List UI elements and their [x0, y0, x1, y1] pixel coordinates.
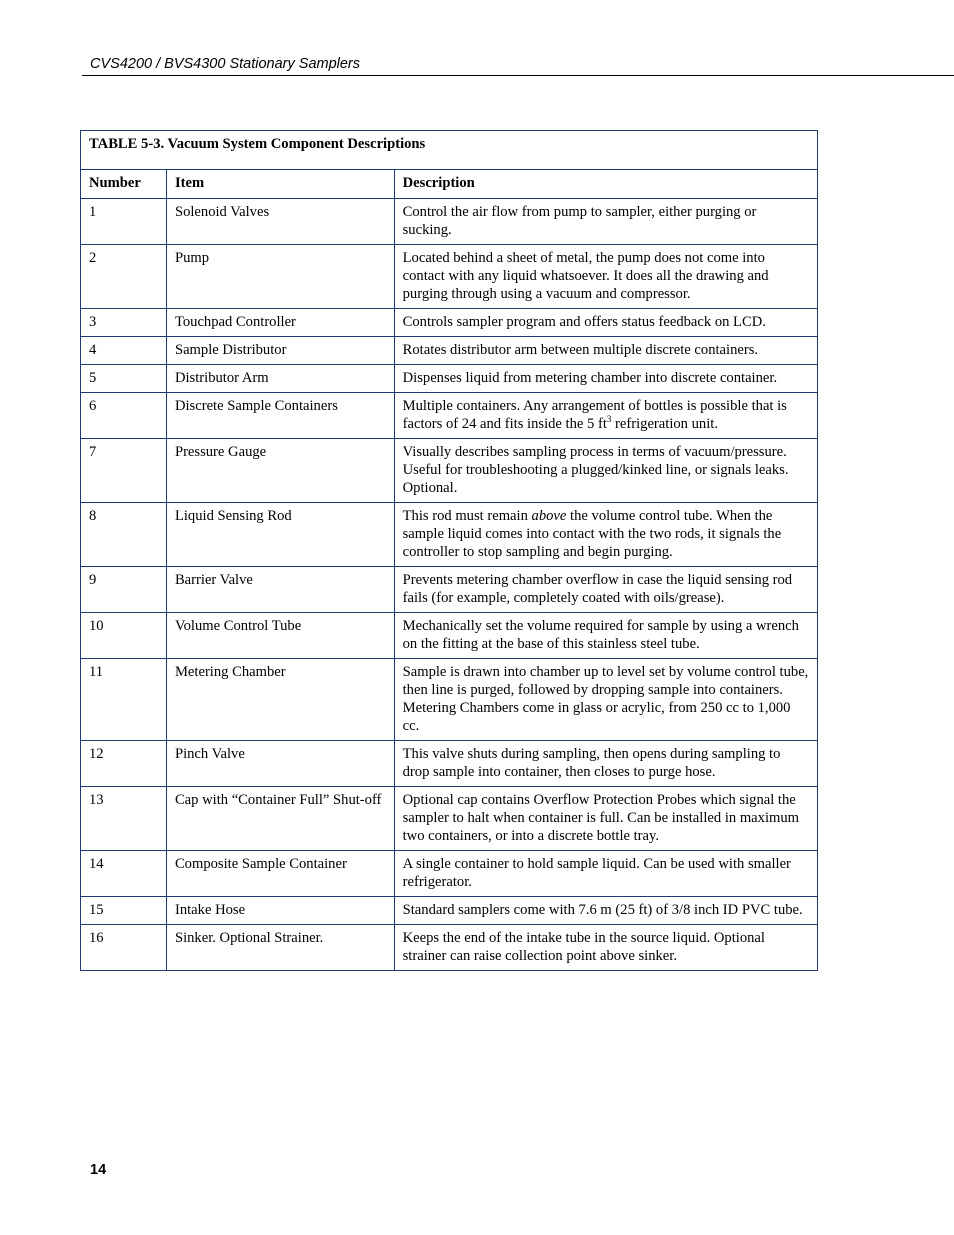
table-row	[81, 503, 818, 567]
column-header-number: Number	[81, 170, 167, 199]
row-description: Standard samplers come with 7.6 m (25 ft) of 3/8 inch ID PVC tube.	[394, 897, 817, 925]
row-description: Located behind a sheet of metal, the pump does not come into contact with any liquid whatsoever. It does all the drawing and purging through using a vacuum and compressor.	[394, 245, 817, 309]
running-header-title: CVS4200 / BVS4300 Stationary Samplers	[90, 56, 361, 72]
row-number: 16	[81, 925, 167, 971]
table-row	[81, 439, 818, 503]
row-description: Visually describes sampling process in terms of vacuum/pressure. Useful for troubleshooting a plugged/kinked line, or signals leaks. Optional.	[394, 439, 817, 503]
column-header-description: Description	[394, 170, 817, 199]
row-item: Solenoid Valves	[166, 199, 394, 245]
table-row	[81, 337, 818, 365]
row-item: Pinch Valve	[166, 741, 394, 787]
table-caption-row	[81, 131, 818, 170]
row-item: Sinker. Optional Strainer.	[166, 925, 394, 971]
row-item: Discrete Sample Containers	[166, 393, 394, 439]
row-description: Sample is drawn into chamber up to level set by volume control tube, then line is purged, followed by dropping sample into containers. Metering Chambers come in glass or acrylic, from 250 cc to 1,000 cc.	[394, 659, 817, 741]
row-item: Distributor Arm	[166, 365, 394, 393]
row-description: Dispenses liquid from metering chamber into discrete container.	[394, 365, 817, 393]
row-number: 15	[81, 897, 167, 925]
cubic-superscript: 3	[606, 414, 612, 425]
row-number: 2	[81, 245, 167, 309]
emphasis-text: above	[531, 508, 567, 524]
description-text: refrigeration unit.	[611, 416, 718, 432]
row-item: Touchpad Controller	[166, 309, 394, 337]
row-item: Intake Hose	[166, 897, 394, 925]
header-rule	[82, 75, 954, 76]
table-row	[81, 787, 818, 851]
row-description: Controls sampler program and offers status feedback on LCD.	[394, 309, 817, 337]
table-row	[81, 925, 818, 971]
row-number: 9	[81, 567, 167, 613]
row-number: 4	[81, 337, 167, 365]
row-number: 14	[81, 851, 167, 897]
row-item: Composite Sample Container	[166, 851, 394, 897]
table-row	[81, 613, 818, 659]
table-row	[81, 245, 818, 309]
row-description	[394, 503, 817, 567]
table-row	[81, 199, 818, 245]
table-caption: TABLE 5-3. Vacuum System Component Descriptions	[81, 131, 818, 170]
description-text: This rod must remain	[402, 508, 532, 524]
row-description	[394, 393, 817, 439]
row-item: Barrier Valve	[166, 567, 394, 613]
description-text: the volume control tube. When the sample liquid comes into contact with the two rods, it signals the controller to stop sampling and begin purging.	[402, 508, 782, 560]
table-row	[81, 741, 818, 787]
table-row	[81, 567, 818, 613]
table-row	[81, 851, 818, 897]
row-number: 8	[81, 503, 167, 567]
table-row	[81, 393, 818, 439]
row-description: Prevents metering chamber overflow in case the liquid sensing rod fails (for example, completely coated with oils/grease).	[394, 567, 817, 613]
description-text: Multiple containers. Any arrangement of bottles is possible that is factors of 24 and fits inside the 5 ft	[402, 398, 787, 432]
table-row	[81, 309, 818, 337]
row-number: 1	[81, 199, 167, 245]
row-description: Rotates distributor arm between multiple discrete containers.	[394, 337, 817, 365]
table-header-row	[81, 170, 818, 199]
row-description: Optional cap contains Overflow Protection Probes which signal the sampler to halt when container is full. Can be installed in maximum two containers, or into a discrete bottle tray.	[394, 787, 817, 851]
row-item: Pressure Gauge	[166, 439, 394, 503]
row-item: Cap with “Container Full” Shut-off	[166, 787, 394, 851]
row-number: 10	[81, 613, 167, 659]
page-number: 14	[90, 1162, 107, 1178]
row-item: Sample Distributor	[166, 337, 394, 365]
row-description: Keeps the end of the intake tube in the source liquid. Optional strainer can raise collection point above sinker.	[394, 925, 817, 971]
row-number: 7	[81, 439, 167, 503]
column-header-item: Item	[166, 170, 394, 199]
row-item: Liquid Sensing Rod	[166, 503, 394, 567]
table-row	[81, 897, 818, 925]
row-description: This valve shuts during sampling, then opens during sampling to drop sample into container, then closes to purge hose.	[394, 741, 817, 787]
row-number: 5	[81, 365, 167, 393]
row-number: 13	[81, 787, 167, 851]
table-row	[81, 365, 818, 393]
row-number: 12	[81, 741, 167, 787]
row-number: 11	[81, 659, 167, 741]
row-item: Metering Chamber	[166, 659, 394, 741]
row-number: 3	[81, 309, 167, 337]
row-description: Mechanically set the volume required for sample by using a wrench on the fitting at the base of this stainless steel tube.	[394, 613, 817, 659]
row-item: Pump	[166, 245, 394, 309]
row-number: 6	[81, 393, 167, 439]
row-description: A single container to hold sample liquid. Can be used with smaller refrigerator.	[394, 851, 817, 897]
component-descriptions-table	[80, 130, 818, 971]
row-item: Volume Control Tube	[166, 613, 394, 659]
table-row	[81, 659, 818, 741]
row-description: Control the air flow from pump to sampler, either purging or sucking.	[394, 199, 817, 245]
